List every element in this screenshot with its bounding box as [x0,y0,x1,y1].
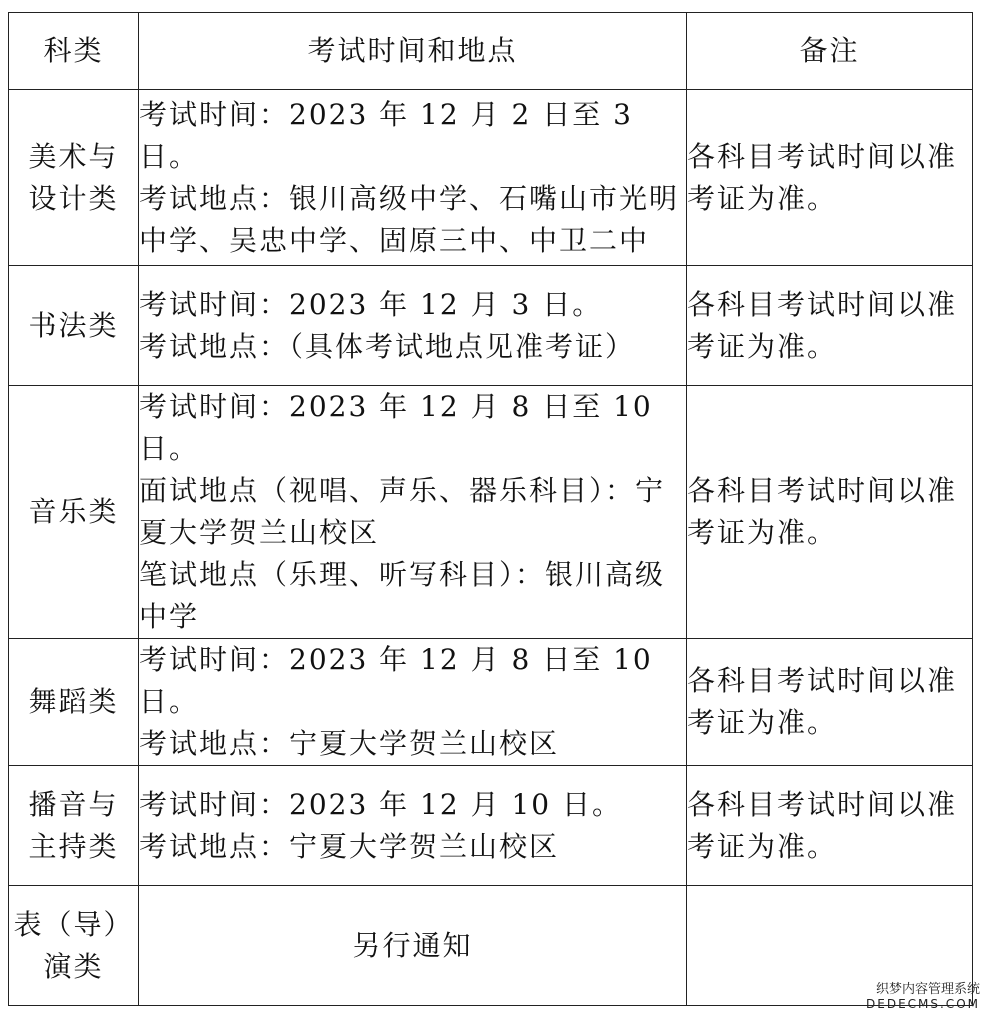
header-remarks: 备注 [687,13,973,90]
category-cell: 播音与 主持类 [9,766,139,886]
category-cell: 表（导） 演类 [9,886,139,1006]
category-cell: 音乐类 [9,386,139,639]
remark-cell: 各科目考试时间以准考证为准。 [687,266,973,386]
watermark-line1: 织梦内容管理系统 [875,982,980,997]
table-row [9,766,973,886]
time-place-cell: 另行通知 [139,886,687,1006]
exam-schedule-table [8,12,973,1006]
time-place-cell: 考试时间：2023 年 12 月 8 日至 10 日。 考试地点：宁夏大学贺兰山校区 [139,639,687,766]
table-row [9,386,973,639]
table-row [9,639,973,766]
time-place-cell: 考试时间：2023 年 12 月 8 日至 10 日。 面试地点（视唱、声乐、器乐科目）：宁夏大学贺兰山校区 笔试地点（乐理、听写科目）：银川高级中学 [139,386,687,639]
time-place-cell: 考试时间：2023 年 12 月 3 日。 考试地点：（具体考试地点见准考证） [139,266,687,386]
table-row [9,90,973,266]
table-row [9,886,973,1006]
remark-cell: 各科目考试时间以准考证为准。 [687,639,973,766]
time-place-cell: 考试时间：2023 年 12 月 2 日至 3 日。 考试地点：银川高级中学、石嘴山市光明中学、吴忠中学、固原三中、中卫二中 [139,90,687,266]
remark-cell: 各科目考试时间以准考证为准。 [687,386,973,639]
time-place-cell: 考试时间：2023 年 12 月 10 日。 考试地点：宁夏大学贺兰山校区 [139,766,687,886]
header-category: 科类 [9,13,139,90]
watermark-line2: DEDECMS.COM [866,997,980,1011]
site-watermark [866,982,980,1012]
category-cell: 书法类 [9,266,139,386]
table-row [9,266,973,386]
header-time-place: 考试时间和地点 [139,13,687,90]
remark-cell: 各科目考试时间以准考证为准。 [687,90,973,266]
category-cell: 美术与 设计类 [9,90,139,266]
table-header-row [9,13,973,90]
category-cell: 舞蹈类 [9,639,139,766]
remark-cell: 各科目考试时间以准考证为准。 [687,766,973,886]
